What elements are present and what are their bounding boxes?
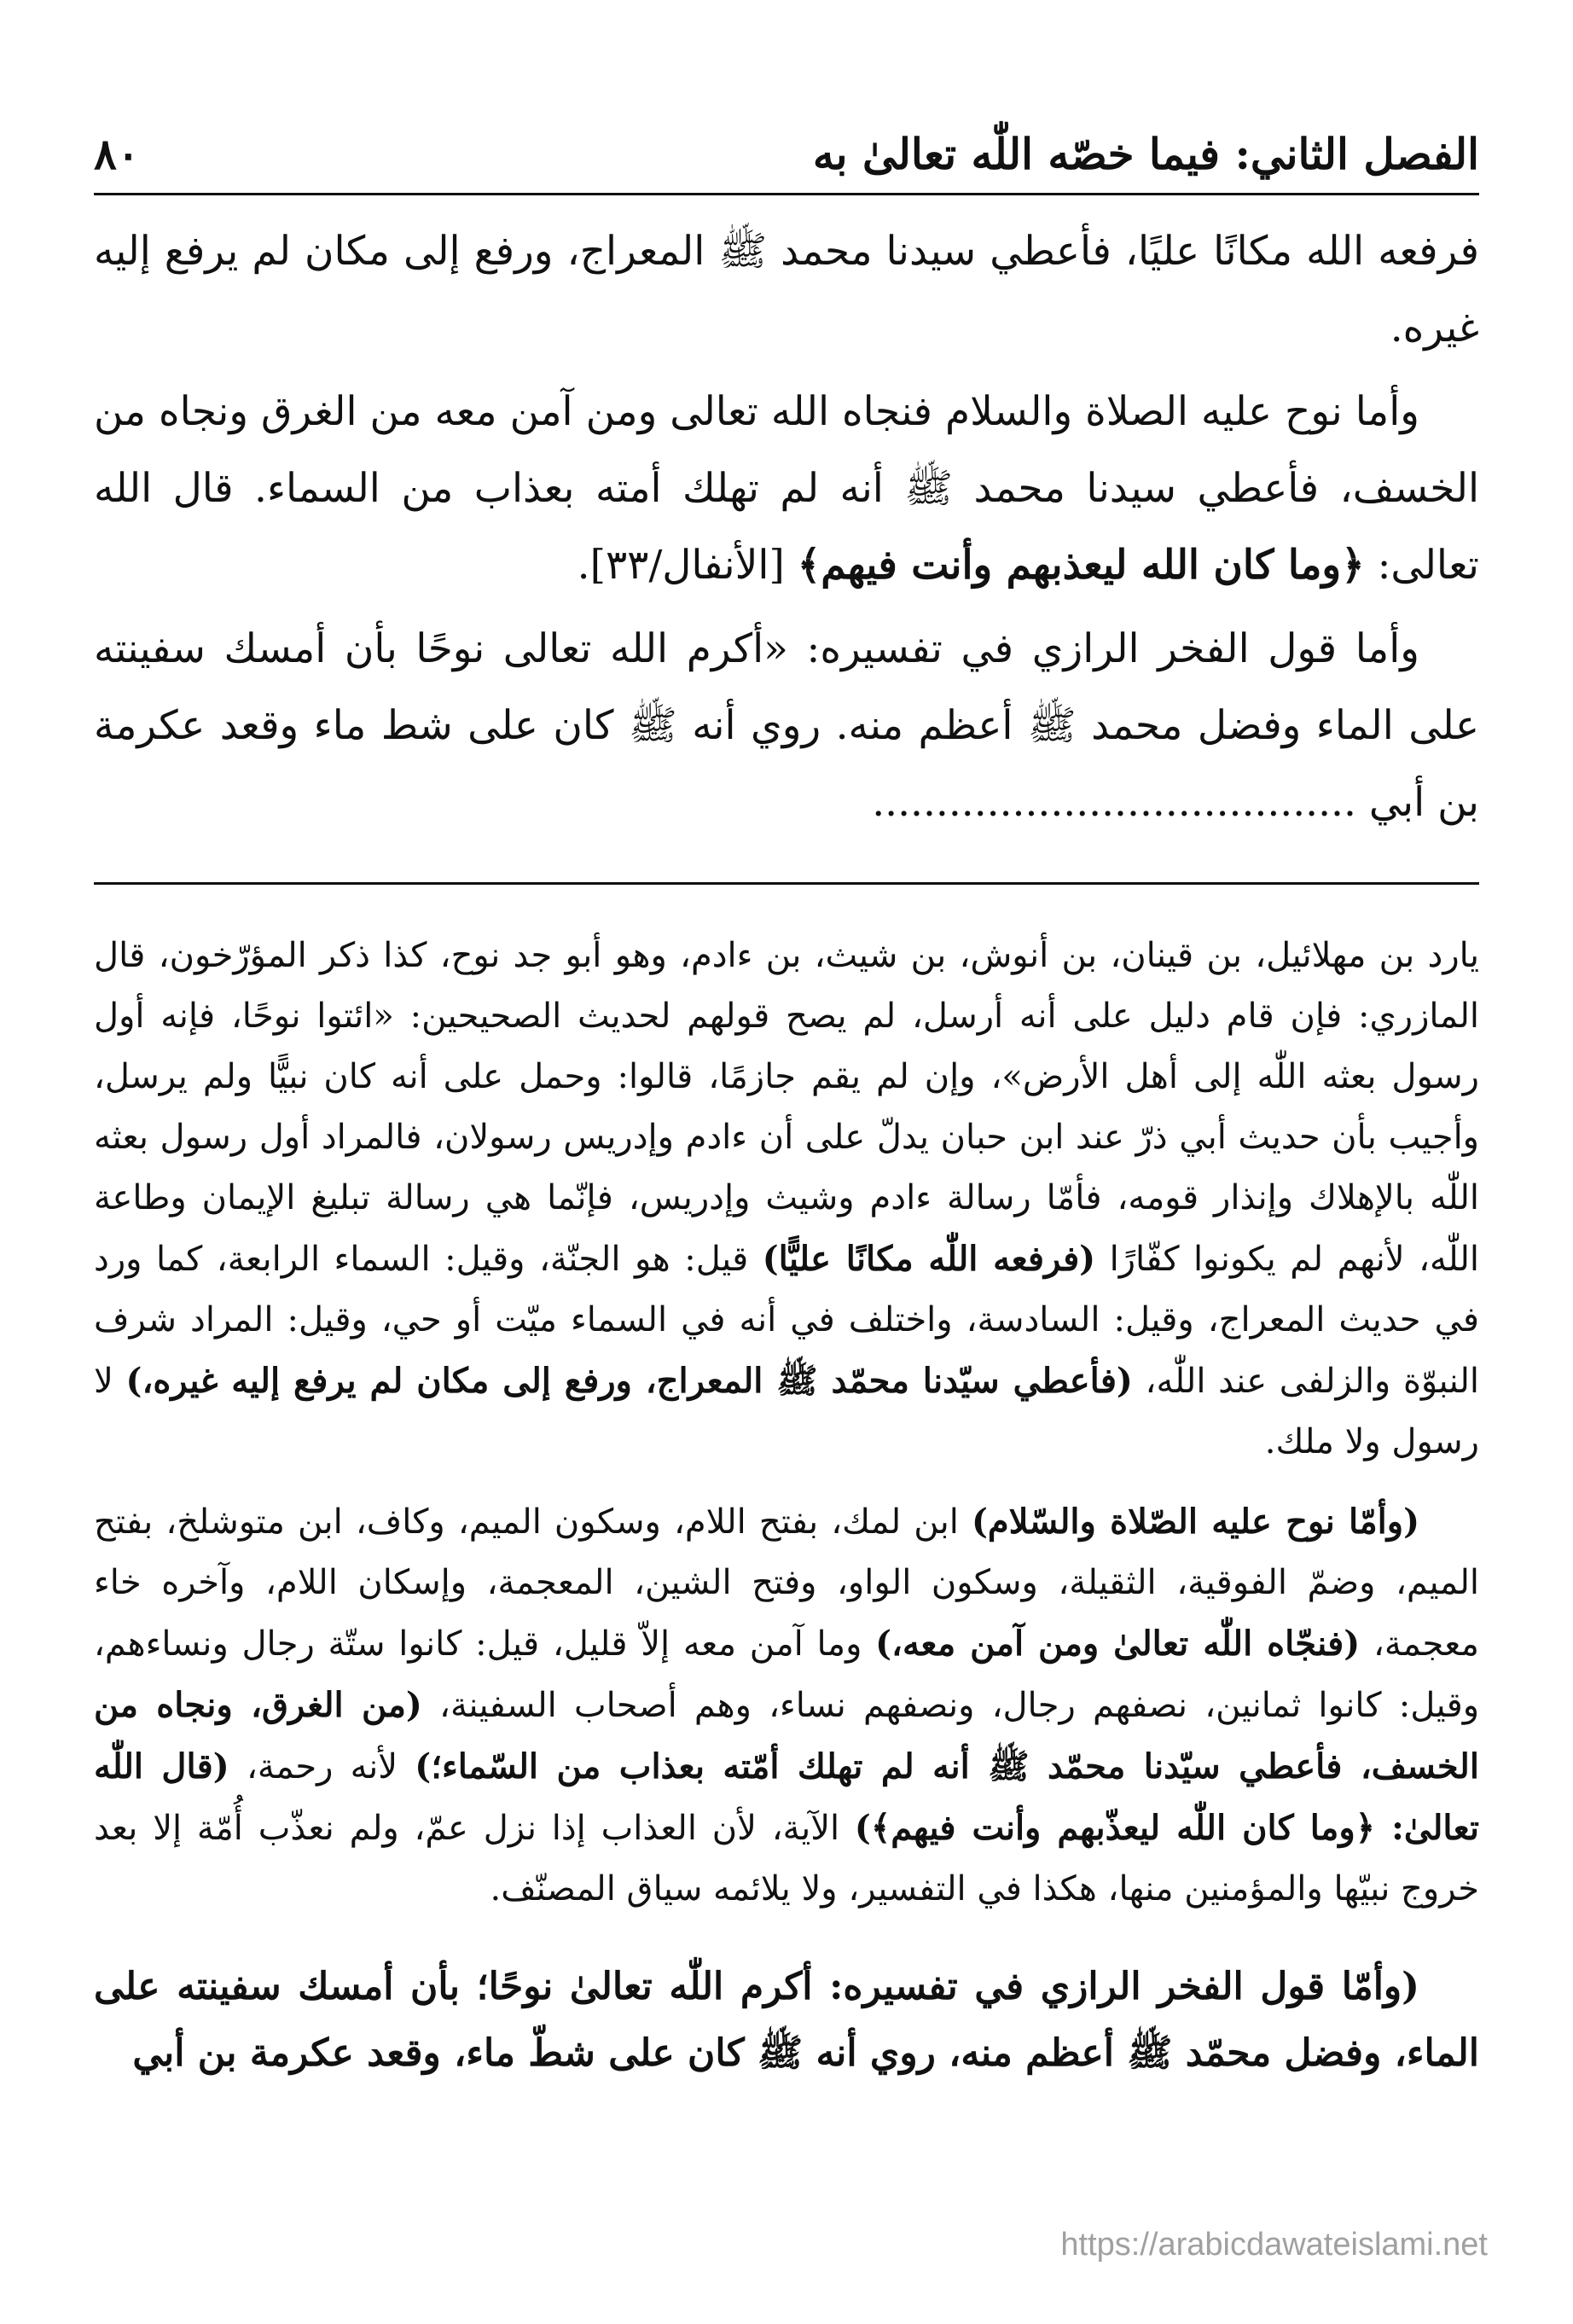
watermark-url: https://arabicdawateislami.net bbox=[1060, 2227, 1488, 2263]
chapter-title: الفصل الثاني: فيما خصّه اللّٰه تعالىٰ به bbox=[812, 128, 1479, 179]
commentary-divider bbox=[94, 882, 1479, 885]
commentary-quoted-matn: (فأعطي سيّدنا محمّد ﷺ المعراج، ورفع إلى مكان لم يرفع إليه غيره،) bbox=[125, 1361, 1133, 1401]
main-paragraph-2-text: وأما نوح عليه الصلاة والسلام فنجاه الله تعالى ومن آمن معه من الغرق ونجاه من الخسف، فأعطي سيدنا محمد ﷺ أنه لم تهلك أمته بعذاب من السماء. قال الله تعالى: bbox=[94, 388, 1479, 589]
continuation-dots: ...................................... bbox=[872, 779, 1356, 826]
main-paragraph-3 bbox=[94, 611, 1479, 841]
main-paragraph-2 bbox=[94, 374, 1479, 604]
commentary-quoted-matn: (فنجّاه اللّٰه تعالىٰ ومن آمن معه،) bbox=[875, 1624, 1361, 1664]
page-number: ٨٠ bbox=[94, 128, 140, 179]
commentary-paragraph-3: (وأمّا قول الفخر الرازي في تفسيره: أكرم اللّٰه تعالىٰ نوحًا؛ بأن أمسك سفينته على الماء، وفضل محمّد ﷺ أعظم منه، روي أنه ﷺ كان على شطّ ماء، وقعد عكرمة بن أبي bbox=[94, 1965, 1479, 2075]
commentary-text-segment: يارد بن مهلائيل، بن قينان، بن أنوش، بن شيث، بن ءادم، وهو أبو جد نوح، كذا ذكر المؤرّخون، قال المازري: فإن قام دليل على أنه أرسل، لم يصح قولهم لحديث الصحيحين: «ائتوا نوحًا، فإنه أول رسول بعثه اللّٰه إلى أهل الأرض»، وإن لم يقم جازمًا، قالوا: وحمل على أنه كان نبيًّا ولم يرسل، وأجيب بأن حديث أبي ذرّ عند ابن حبان يدلّ على أن ءادم وإدريس رسولان، فالمراد أول رسول بعثه اللّٰه بالإهلاك وإنذار قومه، فأمّا رسالة ءادم وشيث وإدريس، فإنّما هي رسالة تبليغ الإيمان وطاعة اللّٰه، لأنهم لم يكونوا كفّارًا bbox=[94, 936, 1480, 1279]
commentary-text-segment: الآية، لأن العذاب إذا نزل عمّ، ولم نعذّب أُمّة إلا بعد خروج نبيّها والمؤمنين منها، هكذا في التفسير، ولا يلائمه سياق المصنّف. bbox=[94, 1809, 1479, 1909]
commentary-quoted-matn: (فرفعه اللّٰه مكانًا عليًّا) bbox=[762, 1239, 1096, 1279]
commentary-text-segment: وما آمن معه إلاّ قليل، قيل: كانوا ستّة رجال ونساءهم، وقيل: كانوا ثمانين، نصفهم رجال، ونصفهم نساء، وهم أصحاب السفينة، bbox=[94, 1624, 1480, 1725]
commentary-text bbox=[94, 926, 1479, 2087]
running-header bbox=[94, 119, 1479, 188]
quran-quote: ﴿وما كان الله ليعذبهم وأنت فيهم﴾ bbox=[797, 542, 1365, 589]
header-rule bbox=[94, 193, 1479, 195]
main-paragraph-3-text: وأما قول الفخر الرازي في تفسيره: «أكرم الله تعالى نوحًا بأن أمسك سفينته على الماء وفضل محمد ﷺ أعظم منه. روي أنه ﷺ كان على شط ماء وقعد عكرمة بن أبي bbox=[94, 625, 1479, 826]
commentary-quoted-matn: (من الغرق، ونجاه من الخسف، فأعطي سيّدنا محمّد ﷺ أنه لم تهلك أمّته بعذاب من السّماء؛) bbox=[94, 1685, 1479, 1787]
commentary-text-segment: لا رسول ولا ملك. bbox=[94, 1362, 1479, 1461]
commentary-text-segment: لأنه رحمة، bbox=[229, 1747, 415, 1787]
main-paragraph-1: فرفعه الله مكانًا عليًا، فأعطي سيدنا محمد ﷺ المعراج، ورفع إلى مكان لم يرفع إليه غيره. bbox=[94, 228, 1479, 352]
commentary-quoted-matn: (قال اللّٰه تعالىٰ: ﴿وما كان اللّٰه ليعذّبهم وأنت فيهم﴾) bbox=[94, 1746, 1480, 1848]
main-text bbox=[94, 213, 1479, 841]
commentary-paragraph-2 bbox=[94, 1491, 1479, 1920]
commentary-paragraph-1 bbox=[94, 926, 1479, 1473]
commentary-quoted-matn: (وأمّا نوح عليه الصّلاة والسّلام) bbox=[971, 1502, 1420, 1542]
commentary-text-segment: قيل: هو الجنّة، وقيل: السماء الرابعة، كما ورد في حديث المعراج، وقيل: السادسة، واختلف في أنه في السماء ميّت أو حي، وقيل: المراد شرف النبوّة والزلفى عند اللّٰه، bbox=[94, 1240, 1480, 1401]
commentary-text-segment: ابن لمك، بفتح اللام، وسكون الميم، وكاف، ابن متوشلخ، بفتح الميم، وضمّ الفوقية، الثقيلة، وسكون الواو، وفتح الشين، المعجمة، وإسكان اللام، وآخره خاء معجمة، bbox=[94, 1502, 1479, 1664]
quran-reference: [الأنفال/٣٣]. bbox=[577, 542, 798, 589]
